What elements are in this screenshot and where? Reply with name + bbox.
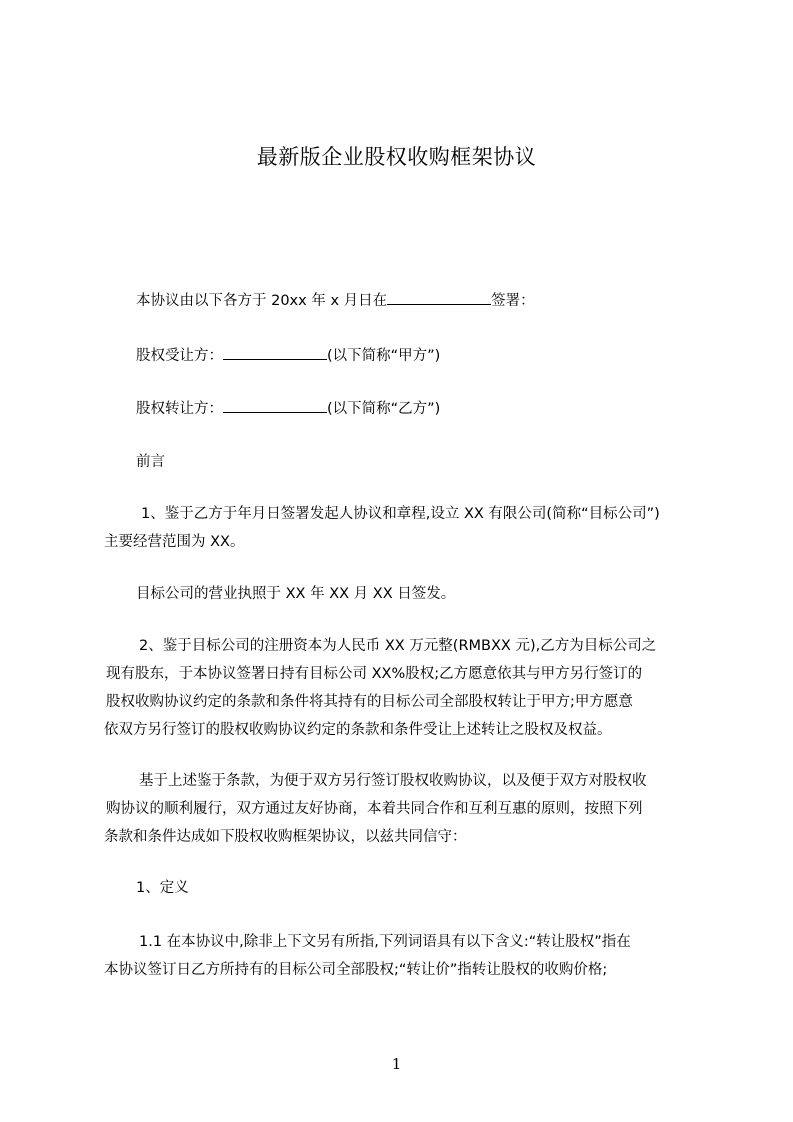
party-b-blank bbox=[223, 398, 327, 413]
page-number: 1 bbox=[391, 1055, 402, 1073]
signing-place-blank bbox=[387, 290, 491, 305]
clause2-line3: 股权收购协议约定的条款和条件将其持有的目标公司全部股权转让于甲方;甲方愿意 bbox=[106, 694, 633, 710]
party-a-line bbox=[136, 345, 440, 366]
clause2-line1: 2、鉴于目标公司的注册资本为人民币 XX 万元整(RMBXX 元),乙方为目标公司之 bbox=[139, 638, 657, 654]
intro-text: 本协议由以下各方于 20xx 年 x 月日在 bbox=[136, 293, 388, 309]
party-b-label: 股权转让方： bbox=[136, 401, 223, 417]
party-a-alias: (以下简称“甲方”) bbox=[327, 348, 441, 364]
clause2-line4: 依双方另行签订的股权收购协议约定的条款和条件受让上述转让之股权及权益。 bbox=[104, 722, 612, 738]
preface-heading: 前言 bbox=[136, 454, 165, 470]
basis-line3: 条款和条件达成如下股权收购框架协议，以兹共同信守： bbox=[104, 829, 467, 845]
clause1-line2: 主要经营范围为 XX。 bbox=[104, 534, 245, 550]
party-b-alias: (以下简称“乙方”) bbox=[327, 401, 441, 417]
party-a-blank bbox=[223, 345, 327, 360]
definition-line1: 1.1 在本协议中,除非上下文另有所指,下列词语具有以下含义:“转让股权”指在 bbox=[139, 934, 631, 950]
basis-line2: 购协议的顺利履行，双方通过友好协商，本着共同合作和互利互惠的原则，按照下列 bbox=[106, 801, 643, 817]
party-a-label: 股权受让方： bbox=[136, 348, 223, 364]
section1-heading: 1、定义 bbox=[136, 880, 189, 896]
clause1-line1: 1、鉴于乙方于年月日签署发起人协议和章程,设立 XX 有限公司(简称“目标公司”) bbox=[141, 506, 660, 522]
definition-line2: 本协议签订日乙方所持有的目标公司全部股权;“转让价”指转让股权的收购价格; bbox=[104, 962, 608, 978]
basis-line1: 基于上述鉴于条款，为便于双方另行签订股权收购协议，以及便于双方对股权收 bbox=[139, 773, 647, 789]
party-b-line bbox=[136, 398, 440, 419]
intro-sign-text: 签署： bbox=[491, 293, 535, 309]
license-paragraph: 目标公司的营业执照于 XX 年 XX 月 XX 日签发。 bbox=[136, 586, 456, 602]
intro-paragraph bbox=[136, 290, 535, 311]
clause2-line2: 现有股东，于本协议签署日持有目标公司 XX%股权;乙方愿意依其与甲方另行签订的 bbox=[106, 666, 643, 682]
document-title: 最新版企业股权收购框架协议 bbox=[256, 145, 537, 169]
